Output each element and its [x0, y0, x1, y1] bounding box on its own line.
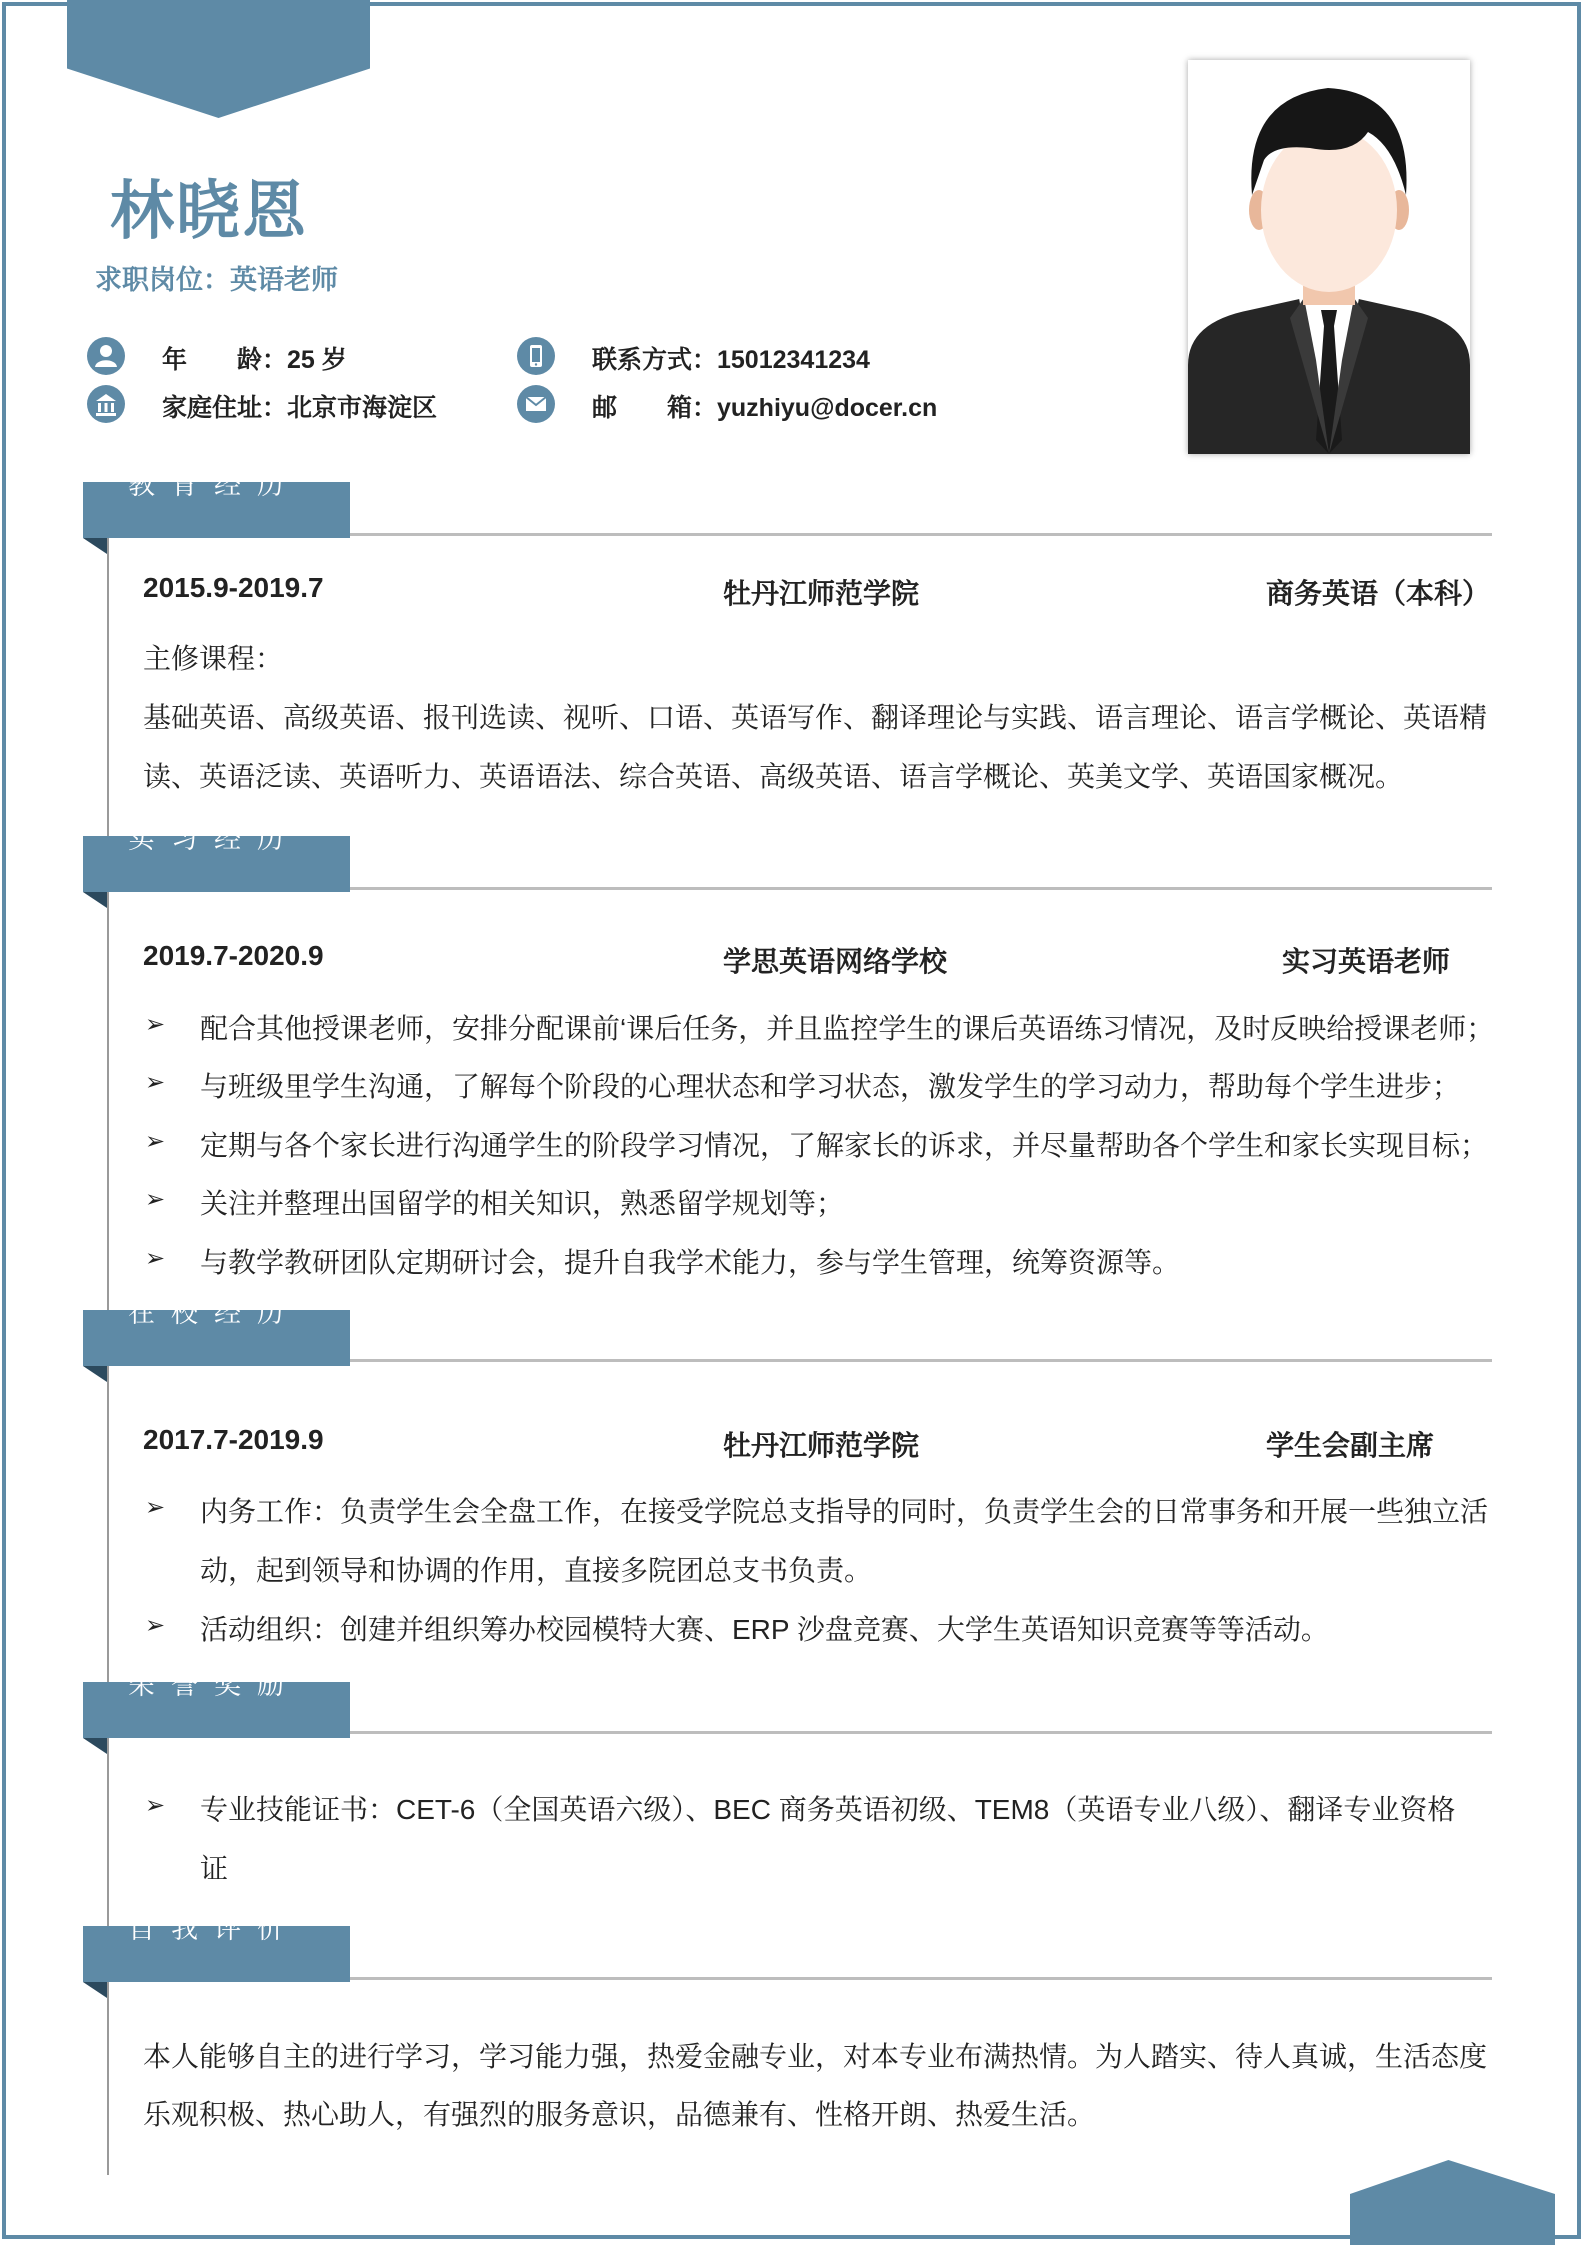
bullet-arrow-icon: ➢ [145, 1128, 166, 1155]
campus-item-continued: 动，起到领导和协调的作用，直接多院团总支书负责。 [200, 1555, 873, 1586]
age-field: 年 龄：25 岁 [162, 346, 347, 374]
self-eval-text: 本人能够自主的进行学习，学习能力强，热爱金融专业，对本专业布满热情。为人踏实、待人真诚，生活态度 [143, 2041, 1488, 2072]
section-title-honors: 荣誉奖励 [128, 1670, 300, 1700]
courses-line: 基础英语、高级英语、报刊选读、视听、口语、英语写作、翻译理论与实践、语言理论、语言学概论、英语精 [143, 702, 1488, 733]
section-rule [350, 887, 1492, 890]
internship-item: 关注并整理出国留学的相关知识，熟悉留学规划等； [200, 1188, 845, 1219]
bullet-arrow-icon: ➢ [145, 1792, 166, 1819]
email-field: 邮 箱：yuzhiyu@docer.cn [592, 394, 938, 422]
section-title-internship: 实习经历 [128, 824, 300, 854]
person-icon [87, 337, 125, 375]
internship-item: 配合其他授课老师，安排分配课前‘课后任务，并且监控学生的课后英语练习情况，及时反映给授课老师； [200, 1013, 1495, 1044]
address-field: 家庭住址：北京市海淀区 [162, 394, 438, 422]
bullet-arrow-icon: ➢ [145, 1494, 166, 1521]
phone-icon [517, 337, 555, 375]
section-rule [350, 1977, 1492, 1980]
section-rule [350, 1359, 1492, 1362]
campus-role: 学生会副主席 [1266, 1430, 1435, 1461]
bullet-arrow-icon: ➢ [145, 1011, 166, 1038]
internship-role: 实习英语老师 [1282, 946, 1451, 977]
section-rule [350, 533, 1492, 536]
bullet-arrow-icon: ➢ [145, 1069, 166, 1096]
internship-company: 学思英语网络学校 [723, 946, 948, 977]
phone-field: 联系方式：15012341234 [592, 346, 870, 374]
internship-date: 2019.7-2020.9 [143, 940, 324, 971]
education-major: 商务英语（本科） [1266, 578, 1491, 609]
section-title-campus: 在校经历 [128, 1298, 300, 1328]
honors-item-continued: 证 [200, 1853, 229, 1884]
section-rule [350, 1731, 1492, 1734]
house-icon [87, 385, 125, 423]
bullet-arrow-icon: ➢ [145, 1186, 166, 1213]
bullet-arrow-icon: ➢ [145, 1612, 166, 1639]
job-target: 求职岗位：英语老师 [95, 265, 338, 295]
education-school: 牡丹江师范学院 [723, 578, 920, 609]
honors-item: 专业技能证书：CET-6（全国英语六级）、BEC 商务英语初级、TEM8（英语专业八级）、翻译专业资格 [200, 1794, 1456, 1825]
profile-photo [1188, 60, 1470, 454]
internship-item: 与班级里学生沟通，了解每个阶段的心理状态和学习状态，激发学生的学习动力，帮助每个学生进步； [200, 1071, 1461, 1102]
campus-date: 2017.7-2019.9 [143, 1424, 324, 1455]
self-eval-text: 乐观积极、热心助人，有强烈的服务意识，品德兼有、性格开朗、热爱生活。 [143, 2099, 1096, 2130]
internship-item: 与教学教研团队定期研讨会，提升自我学术能力，参与学生管理，统筹资源等。 [200, 1247, 1181, 1278]
campus-school: 牡丹江师范学院 [723, 1430, 920, 1461]
mail-icon [517, 385, 555, 423]
candidate-name: 林晓恩 [110, 175, 308, 247]
campus-item: 活动组织：创建并组织筹办校园模特大赛、ERP 沙盘竞赛、大学生英语知识竞赛等等活动。 [200, 1614, 1329, 1645]
courses-line: 读、英语泛读、英语听力、英语语法、综合英语、高级英语、语言学概论、英美文学、英语国家概况。 [143, 761, 1404, 792]
bullet-arrow-icon: ➢ [145, 1245, 166, 1272]
courses-label: 主修课程： [143, 643, 284, 674]
section-title-education: 教育经历 [128, 470, 300, 500]
education-date: 2015.9-2019.7 [143, 572, 324, 603]
section-title-self-eval: 自我评价 [128, 1914, 300, 1944]
internship-item: 定期与各个家长进行沟通学生的阶段学习情况，了解家长的诉求，并尽量帮助各个学生和家长实现目标； [200, 1130, 1489, 1161]
campus-item: 内务工作：负责学生会全盘工作，在接受学院总支指导的同时，负责学生会的日常事务和开展一些独立活 [200, 1496, 1489, 1527]
